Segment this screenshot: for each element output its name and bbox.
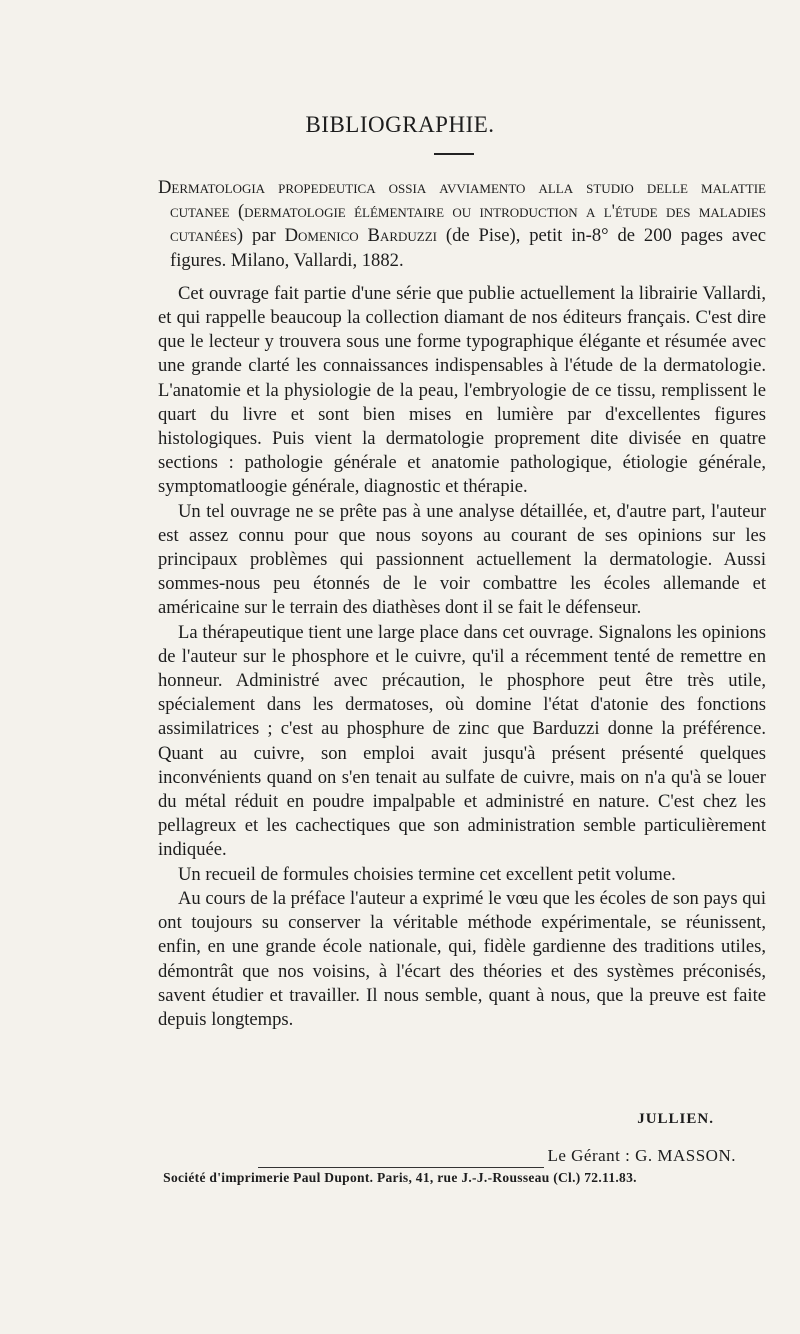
paragraph-3: La thérapeutique tient une large place dans cet ouvrage. Signalons les opinions de l'auteur sur le phosphore et le cuivre, qu'il a récemment tenté de remettre en honneur. Administré avec précaution, le phosphore peut être très utile, spécialement dans les dermatoses, où domine l'état d'atonie des fonctions assimilatrices ; c'est au phosphure de zinc que Barduzzi donne la préférence. Quant au cuivre, son emploi avait jusqu'à présent présenté quelques inconvénients quand on s'en tenait au sulfate de cuivre, mais on n'a qu'à se louer du métal réduit en poudre impalpable et administré en nature. C'est chez les pellagreux et les cachectiques que son administration semble particulièrement indiquée. [158, 621, 766, 861]
review-body [158, 176, 766, 1032]
paragraph-5: Au cours de la préface l'auteur a exprimé le vœu que les écoles de son pays qui ont toujours su conserver la véritable méthode expérimentale, se réunissent, enfin, en une grande école nationale, qui, fidèle gardienne des traditions utiles, démontrât que nos voisins, à l'écart des théories et des systèmes préconisés, savent étudier et travailler. Il nous semble, quant à nous, que la preuve est faite depuis longtemps. [158, 887, 766, 1030]
paragraph-2: Un tel ouvrage ne se prête pas à une analyse détaillée, et, d'autre part, l'auteur est assez connu pour que nous soyons au courant de ses opinions sur les principaux problèmes qui passionnent actuellement la dermatologie. Aussi sommes-nous peu étonnés de le voir combattre les écoles allemande et américaine sur le terrain des diathèses dont il se fait le défenseur. [158, 500, 766, 619]
reference-title: Dermatologia propedeutica ossia avviamento alla studio delle malattie cutanee (dermatologie élémentaire ou introduction a l'étude des maladies cutanées) [158, 177, 766, 247]
printer-imprint: Société d'imprimerie Paul Dupont. Paris, 41, rue J.-J.-Rousseau (Cl.) 72.11.83. [163, 1170, 637, 1185]
page-title: BIBLIOGRAPHIE. [305, 112, 495, 137]
paragraph-4: Un recueil de formules choisies termine cet excellent petit volume. [178, 863, 676, 885]
gerant-line: Le Gérant : G. MASSON. [547, 1146, 736, 1165]
reference-par: par [251, 225, 276, 247]
paragraph-1: Cet ouvrage fait partie d'une série que publie actuellement la librairie Vallardi, et qui rappelle beaucoup la collection diamant de nos éditeurs français. C'est dire que le lecteur y trouvera sous une forme typographique élégante et résumée avec une grande clarté les connaissances indispensables à l'étude de la dermatologie. L'anatomie et la physiologie de la peau, l'embryologie de ce tissu, remplissent le quart du livre et sont bien mises en lumière par d'excellentes figures histologiques. Puis vient la dermatologie proprement dite divisée en quatre sections : pathologie générale et anatomie pathologique, étiologie générale, symptomatloogie générale, diagnostic et thérapie. [158, 282, 766, 498]
title-divider [434, 153, 474, 155]
bibliographic-reference [158, 176, 766, 273]
author-signature: JULLIEN. [637, 1111, 714, 1127]
footer-divider [258, 1167, 544, 1168]
reference-author: Domenico Barduzzi [284, 225, 438, 247]
reference-details: (de Pise), petit in-8° de 200 pages avec figures. Milano, Vallardi, 1882. [170, 225, 766, 271]
